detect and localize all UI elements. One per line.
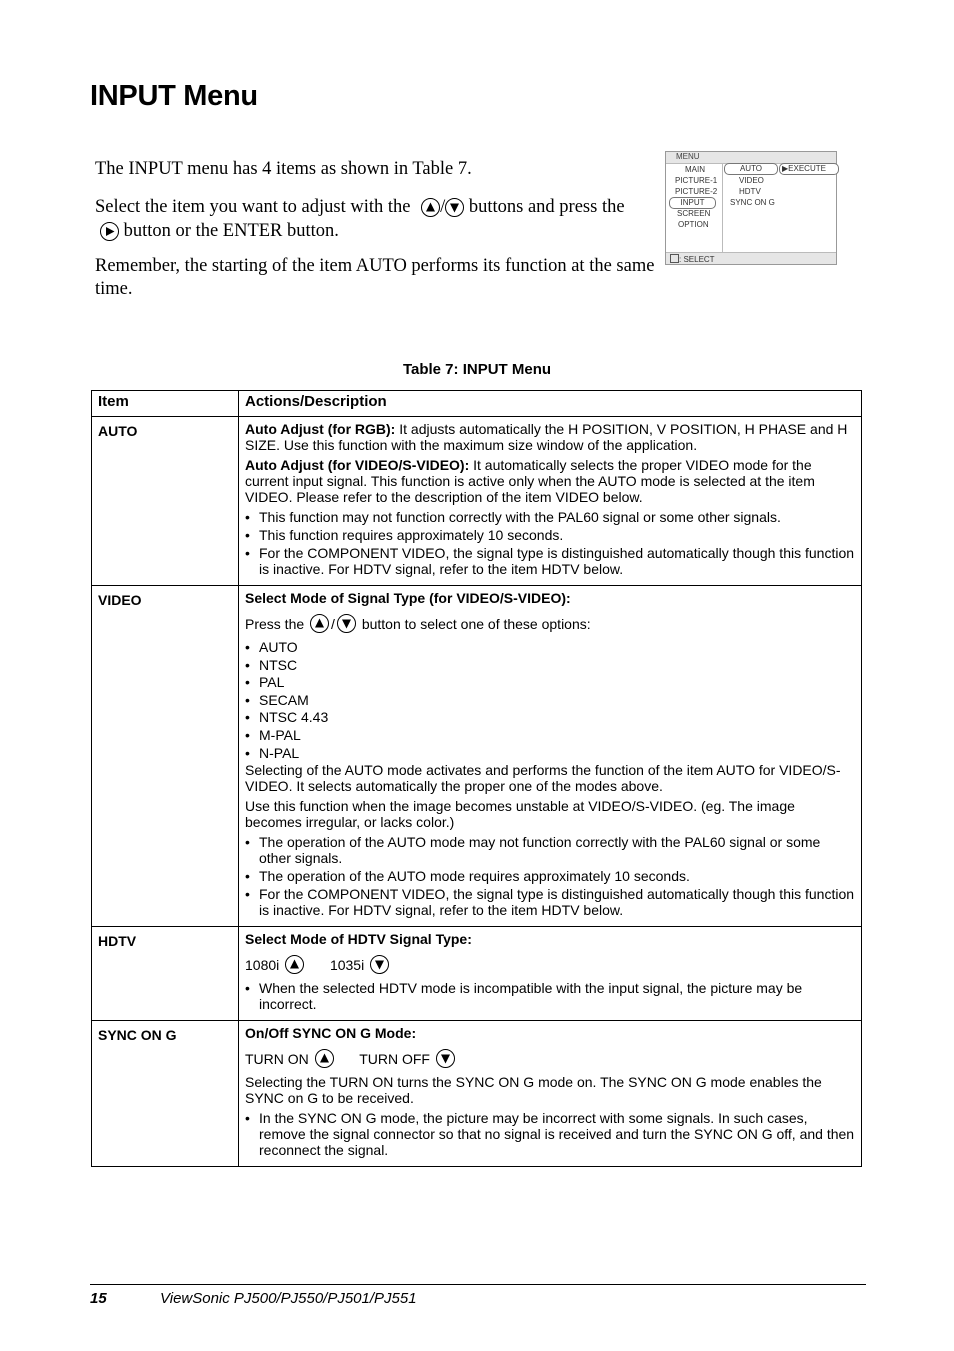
intro-paragraph-2 xyxy=(95,196,655,219)
menu-execute-label: EXECUTE xyxy=(788,164,826,173)
sync-para: Selecting the TURN ON turns the SYNC ON G mode on. The SYNC ON G mode enables the SYNC on G to be received. xyxy=(245,1074,822,1107)
row-item-auto: AUTO xyxy=(92,417,239,586)
list-item: • PAL xyxy=(245,674,855,692)
auto-video-block xyxy=(245,457,855,505)
video-press-b: button to select one of these options: xyxy=(361,616,591,632)
row-item-hdtv: HDTV xyxy=(92,927,239,1021)
down-arrow-button-icon xyxy=(370,955,389,974)
up-arrow-button-icon xyxy=(421,198,440,217)
menu-sub-item-video: VIDEO xyxy=(739,176,764,185)
page-title: INPUT Menu xyxy=(90,80,258,112)
menu-execute-box xyxy=(779,163,839,175)
row-desc-video xyxy=(239,586,862,927)
footer-product: ViewSonic PJ500/PJ550/PJ501/PJ551 xyxy=(160,1290,417,1307)
menu-item-option: OPTION xyxy=(678,220,709,229)
table-row xyxy=(92,927,862,1021)
video-para-1: Selecting of the AUTO mode activates and performs the function of the item AUTO for VIDEO/S-VIDEO. It selects automatically the proper one of the modes above. xyxy=(245,762,841,795)
sync-bullets xyxy=(245,1110,855,1158)
table-row xyxy=(92,417,862,586)
hdtv-bullets xyxy=(245,980,855,1012)
list-item: • SECAM xyxy=(245,692,855,710)
list-item: • N-PAL xyxy=(245,745,855,763)
menu-divider xyxy=(722,163,723,253)
auto-rgb-text: It adjusts automatically the H POSITION, V POSITION, H PHASE and H SIZE. Use this function with the maximum size window of the application. xyxy=(245,421,848,453)
down-arrow-button-icon xyxy=(337,614,356,633)
sync-head: On/Off SYNC ON G Mode: xyxy=(245,1025,417,1042)
intro-paragraph-1: The INPUT menu has 4 items as shown in Table 7. xyxy=(95,159,472,179)
list-item: • The operation of the AUTO mode may not function correctly with the PAL60 signal or some other signals. xyxy=(245,834,855,866)
sync-opt-turn-off: TURN OFF xyxy=(359,1051,430,1068)
auto-rgb-block xyxy=(245,421,855,453)
row-desc-auto xyxy=(239,417,862,586)
row-item-video: VIDEO xyxy=(92,586,239,927)
row-desc-hdtv xyxy=(239,927,862,1021)
video-press-sep: / xyxy=(331,616,335,632)
intro-p2-sep: / xyxy=(440,197,446,217)
list-item: • When the selected HDTV mode is incompatible with the input signal, the picture may be incorrect. xyxy=(245,980,855,1012)
menu-header-label: MENU xyxy=(676,152,700,161)
list-item: • NTSC 4.43 xyxy=(245,709,855,727)
hdtv-opt-1035i: 1035i xyxy=(329,957,365,974)
auto-video-text: It automatically selects the proper VIDEO mode for the current input signal. This function is active only when the AUTO mode is selected at the item VIDEO. Please refer to the description of the item VIDEO below. xyxy=(245,457,815,505)
auto-bullets xyxy=(245,509,855,577)
page-number: 15 xyxy=(90,1290,107,1307)
intro-p2-text-a: Select the item you want to adjust with the xyxy=(95,197,411,217)
hdtv-opt-1080i: 1080i xyxy=(245,957,280,974)
down-arrow-button-icon xyxy=(436,1049,455,1068)
table-header-row xyxy=(92,391,862,417)
menu-item-screen: SCREEN xyxy=(677,209,711,218)
menu-item-input-selected: INPUT xyxy=(669,197,716,209)
list-item: • The operation of the AUTO mode requires approximately 10 seconds. xyxy=(245,868,855,884)
video-para-2: Use this function when the image becomes unstable at VIDEO/S-VIDEO. (eg. The image becomes irregular, or lacks color.) xyxy=(245,798,795,831)
table-caption: Table 7: INPUT Menu xyxy=(402,361,552,378)
list-item: • This function requires approximately 10 seconds. xyxy=(245,527,855,543)
up-arrow-button-icon xyxy=(285,955,304,974)
menu-item-picture-1: PICTURE-1 xyxy=(675,176,718,185)
intro-paragraph-2-cont xyxy=(100,220,339,243)
row-desc-sync-on-g xyxy=(239,1021,862,1167)
sync-opt-turn-on: TURN ON xyxy=(245,1051,309,1068)
table-row xyxy=(92,586,862,927)
sync-options-line xyxy=(245,1049,855,1068)
right-arrow-button-icon xyxy=(100,222,119,241)
hdtv-options-line xyxy=(245,955,855,974)
intro-p2-text-c: button or the ENTER button. xyxy=(123,221,339,241)
header-actions: Actions/Description xyxy=(239,391,862,417)
menu-sub-item-hdtv: HDTV xyxy=(739,187,761,196)
play-icon: ▶ xyxy=(782,164,789,173)
video-press-line xyxy=(245,614,855,633)
video-bullets xyxy=(245,834,855,918)
list-item: • AUTO xyxy=(245,639,855,657)
menu-sub-item-sync-on-g: SYNC ON G xyxy=(730,198,775,207)
menu-footer-label: : SELECT xyxy=(679,255,715,264)
menu-item-picture-2: PICTURE-2 xyxy=(675,187,718,196)
list-item: • For the COMPONENT VIDEO, the signal type is distinguished automatically though this function is inactive. For HDTV signal, refer to the item HDTV below. xyxy=(245,886,855,918)
video-press-a: Press the xyxy=(245,616,305,632)
auto-rgb-head: Auto Adjust (for RGB): xyxy=(245,421,396,437)
auto-video-head: Auto Adjust (for VIDEO/S-VIDEO): xyxy=(245,457,470,473)
footer-divider xyxy=(90,1284,866,1285)
video-head: Select Mode of Signal Type (for VIDEO/S-VIDEO): xyxy=(245,590,571,606)
menu-item-main: MAIN xyxy=(685,165,705,174)
header-item: Item xyxy=(92,391,239,417)
video-options xyxy=(245,639,855,762)
list-item: • NTSC xyxy=(245,657,855,675)
list-item: • M-PAL xyxy=(245,727,855,745)
up-arrow-button-icon xyxy=(310,614,329,633)
row-item-sync-on-g: SYNC ON G xyxy=(92,1021,239,1167)
intro-p2-text-b: buttons and press the xyxy=(468,197,625,217)
select-pad-icon xyxy=(670,254,679,263)
up-arrow-button-icon xyxy=(315,1049,334,1068)
down-arrow-button-icon xyxy=(445,198,464,217)
list-item: • For the COMPONENT VIDEO, the signal type is distinguished automatically though this function is inactive. For HDTV signal, refer to the item HDTV below. xyxy=(245,545,855,577)
menu-footer xyxy=(670,254,715,265)
input-menu-table xyxy=(91,390,862,1167)
hdtv-head: Select Mode of HDTV Signal Type: xyxy=(245,931,472,948)
intro-paragraph-3: Remember, the starting of the item AUTO performs its function at the same time. xyxy=(95,256,655,299)
table-row xyxy=(92,1021,862,1167)
menu-screenshot xyxy=(665,151,837,265)
list-item: • In the SYNC ON G mode, the picture may be incorrect with some signals. In such cases, remove the signal connector so that no signal is received and turn the SYNC ON G off, and then reconnect the signal. xyxy=(245,1110,855,1158)
menu-sub-item-auto: AUTO xyxy=(724,163,778,175)
list-item: • This function may not function correctly with the PAL60 signal or some other signals. xyxy=(245,509,855,525)
